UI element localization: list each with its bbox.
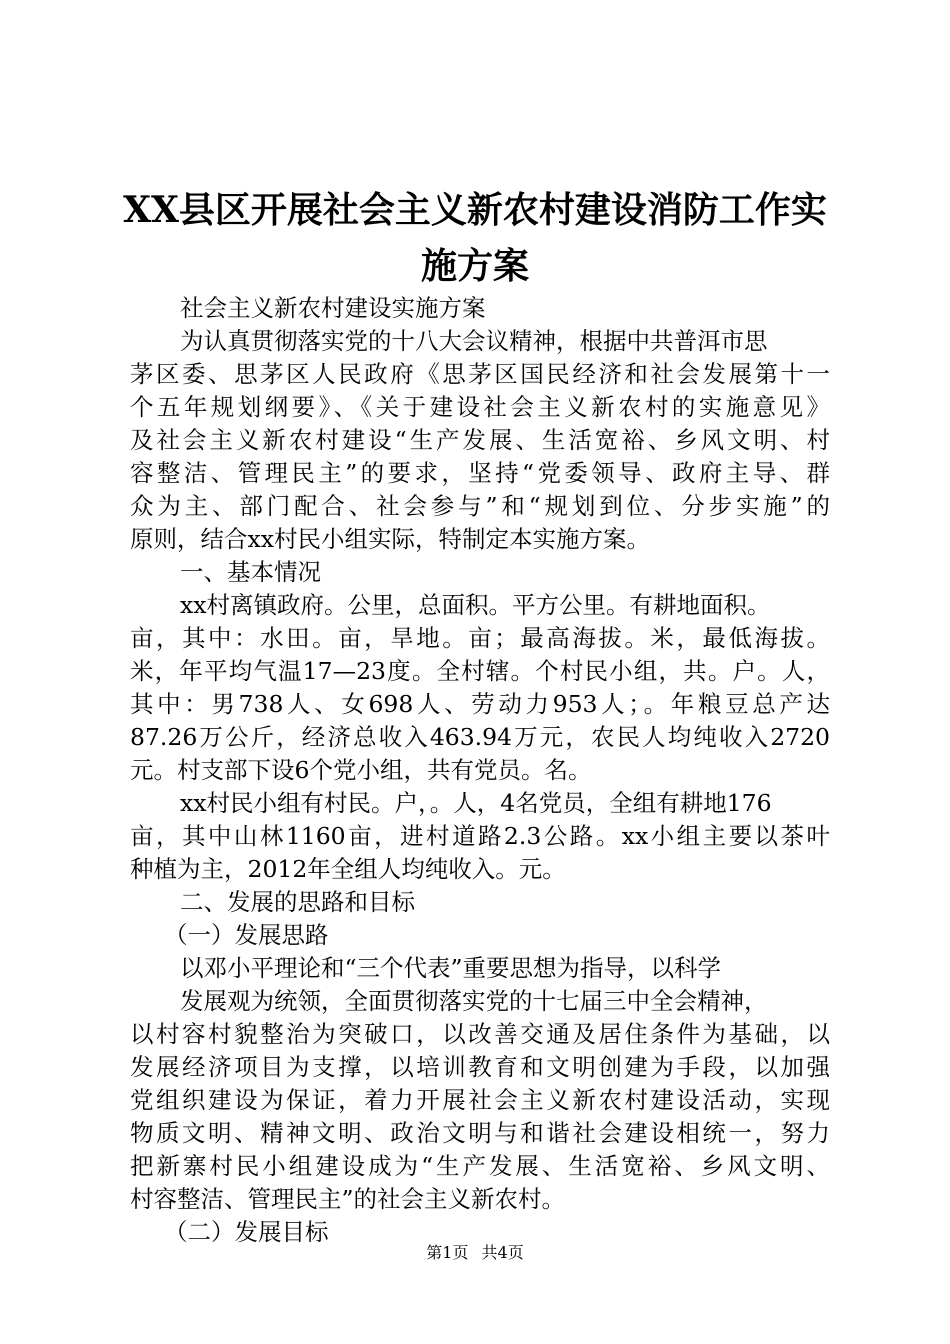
paragraph-line: 发展观为统领，全面贯彻落实党的十七届三中全会精神， <box>180 987 768 1015</box>
subsection-heading: （二）发展目标 <box>164 1218 329 1246</box>
paragraph-line: 为认真贯彻落实党的十八大会议精神，根据中共普洱市思 <box>180 327 768 355</box>
paragraph-line: 把新寨村民小组建设成为“生产发展、生活宽裕、乡风文明、 <box>130 1152 830 1180</box>
paragraph-line: 亩，其中山林1160亩，进村道路2.3公路。xx小组主要以茶叶 <box>130 822 830 850</box>
paragraph-line: 其中：男738人、女698人、劳动力953人；。年粮豆总产达 <box>130 690 830 718</box>
document-title-line-1: XX县区开展社会主义新农村建设消防工作实 <box>123 189 827 231</box>
paragraph-line: 原则，结合xx村民小组实际，特制定本实施方案。 <box>130 525 651 553</box>
paragraph-line: 发展经济项目为支撑，以培训教育和文明创建为手段，以加强 <box>130 1053 830 1081</box>
paragraph-line: xx村民小组有村民。户，。人，4名党员，全组有耕地176 <box>180 789 772 817</box>
subsection-heading: （一）发展思路 <box>164 921 329 949</box>
paragraph-line: 容整洁、管理民主”的要求，坚持“党委领导、政府主导、群 <box>130 459 830 487</box>
page-footer <box>0 1243 950 1263</box>
paragraph-line: 以邓小平理论和“三个代表”重要思想为指导，以科学 <box>180 954 722 982</box>
paragraph-line: 党组织建设为保证，着力开展社会主义新农村建设活动，实现 <box>130 1086 830 1114</box>
paragraph-line: 米，年平均气温17—23度。全村辖。个村民小组，共。户。人， <box>130 657 830 685</box>
paragraph-line: 种植为主，2012年全组人均纯收入。元。 <box>130 855 566 883</box>
page-number: 第1页 <box>426 1243 469 1262</box>
document-body <box>130 292 830 1249</box>
paragraph-line: 物质文明、精神文明、政治文明与和谐社会建设相统一，努力 <box>130 1119 830 1147</box>
paragraph-line: 以村容村貌整治为突破口，以改善交通及居住条件为基础，以 <box>130 1020 830 1048</box>
section-heading: 二、发展的思路和目标 <box>180 888 415 916</box>
section-heading: 社会主义新农村建设实施方案 <box>180 294 486 322</box>
paragraph-line: 众为主、部门配合、社会参与”和“规划到位、分步实施”的 <box>130 492 830 520</box>
paragraph-line: 个五年规划纲要》、《关于建设社会主义新农村的实施意见》 <box>130 393 830 421</box>
document-title-line-2: 施方案 <box>420 245 529 287</box>
paragraph-line: 茅区委、思茅区人民政府《思茅区国民经济和社会发展第十一 <box>130 360 830 388</box>
paragraph-line: 及社会主义新农村建设“生产发展、生活宽裕、乡风文明、村 <box>130 426 830 454</box>
paragraph-line: 87.26万公斤，经济总收入463.94万元，农民人均纯收入2720 <box>130 723 830 751</box>
paragraph-line: 村容整洁、管理民主”的社会主义新农村。 <box>130 1185 566 1213</box>
paragraph-line: 亩，其中：水田。亩，旱地。亩；最高海拔。米，最低海拔。 <box>130 624 830 652</box>
page-total: 共4页 <box>481 1243 524 1262</box>
paragraph-line: 元。村支部下设6个党小组，共有党员。名。 <box>130 756 592 784</box>
section-heading: 一、基本情况 <box>180 558 321 586</box>
paragraph-line: xx村离镇政府。公里，总面积。平方公里。有耕地面积。 <box>180 591 771 619</box>
